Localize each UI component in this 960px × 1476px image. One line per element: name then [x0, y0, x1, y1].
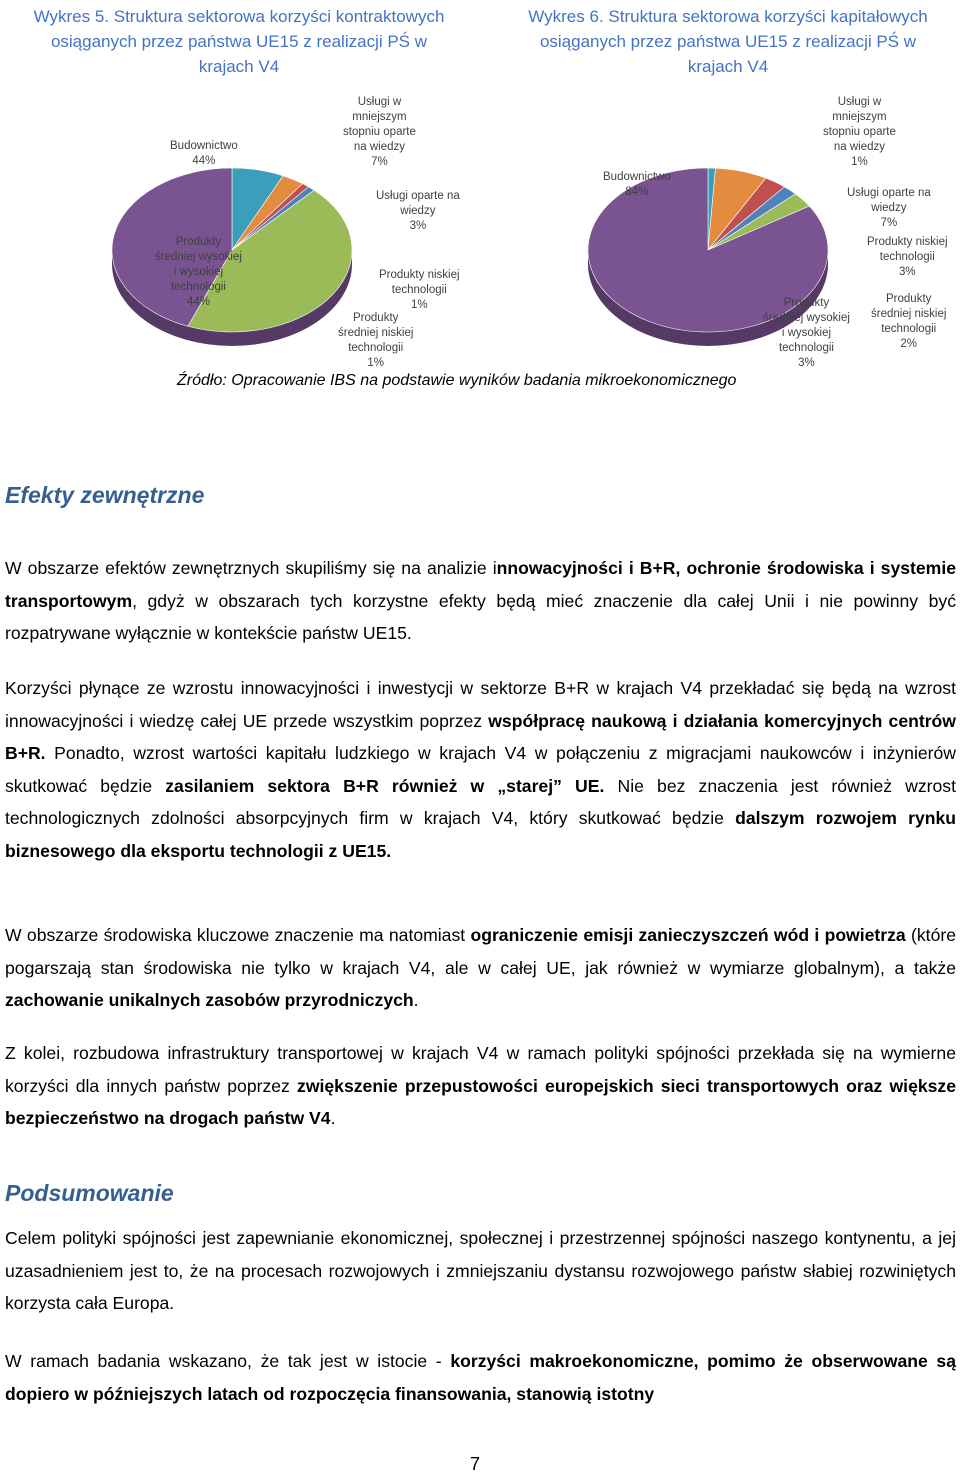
slice-label-text: Budownictwo — [603, 171, 671, 183]
page-number: 7 — [470, 1454, 481, 1474]
slice-label-text: Produkty — [886, 293, 932, 305]
bold-text-run: ograniczenie emisji zanieczyszczeń wód i powietrza — [470, 925, 906, 945]
slice-label-text: na wiedzy — [353, 141, 406, 153]
text-run: , gdyż w obszarach tych korzystne efekty będą mieć znaczenie dla całej Unii i nie powinny być rozpatrywane wyłącznie w kontekście państw UE15. — [5, 590, 956, 643]
chart-6-label-produkty-srednio-niskiej — [871, 292, 946, 352]
chart-5-label-budownictwo — [170, 139, 238, 169]
slice-label-text: i wysokiej — [173, 266, 224, 278]
slice-label-value: 7% — [880, 217, 898, 229]
text-run: Celem polityki spójności jest zapewnianie ekonomicznej, społecznej i przestrzennej spójności naszego kontynentu, a jej uzasadnieniem jest to, że na procesach rozwojowych i zmniejszaniu dystansu rozwojowego państw słabiej rozwiniętych korzysta cała Europa. — [5, 1228, 956, 1313]
chart-5-label-produkty-niskiej — [379, 268, 460, 313]
chart-5-label-produkty-srednio-niskiej — [338, 311, 413, 371]
text-run: Nie bez znaczenia jest również wzrost technologicznych zdolności absorpcyjnych firm w krajach V4, który skutkować będzie — [5, 775, 956, 828]
chart-6-label-uslugi-wiedza — [847, 186, 931, 231]
slice-label-text: stopniu oparte — [343, 126, 416, 138]
slice-label-text: stopniu oparte — [823, 126, 896, 138]
text-run: Korzyści płynące ze wzrostu innowacyjności i inwestycji w sektorze B+R w krajach V4 przekładać się będą na wzrost innowacyjności i wiedzę całej UE przede wszystkim poprzez — [5, 678, 956, 731]
bold-text-run: zwiększenie przepustowości europejskich sieci transportowych oraz większe bezpieczeństwo na drogach państw V4 — [5, 1075, 957, 1128]
slice-label-text: technologii — [879, 251, 935, 263]
slice-label-text: wiedzy — [400, 205, 436, 217]
slice-label-text: średniej wysokiej — [155, 251, 242, 263]
chart-6-label-produkty-wysokiej — [763, 296, 850, 371]
text-run: W obszarze środowiska kluczowe znaczenie ma natomiast — [5, 925, 471, 945]
slice-label-text: na wiedzy — [833, 141, 886, 153]
slice-label-text: Usługi oparte na — [847, 187, 931, 199]
chart-6-title-line: krajach V4 — [687, 57, 769, 76]
bold-text-run: dalszym rozwojem rynku biznesowego dla eksportu technologii z UE15. — [5, 808, 957, 861]
slice-label-text: wiedzy — [871, 202, 907, 214]
slice-label-text: technologii — [881, 323, 937, 335]
slice-label-text: Usługi w — [357, 96, 402, 108]
slice-label-text: Usługi w — [837, 96, 882, 108]
slice-label-value: 3% — [898, 266, 916, 278]
paragraph — [5, 672, 956, 867]
slice-label-text: średniej niskiej — [871, 308, 947, 320]
bold-text-run: zachowanie unikalnych zasobów przyrodniczych — [5, 990, 414, 1010]
slice-label-value: 44% — [186, 296, 210, 308]
slice-label-value: 3% — [409, 220, 427, 232]
slice-label-value: 2% — [900, 338, 918, 350]
slice-label-text: Produkty — [353, 312, 399, 324]
chart-5-title-line: Wykres 5. Struktura sektorowa korzyści kontraktowych — [33, 7, 445, 26]
text-run: W obszarze efektów zewnętrznych skupiliśmy się na analizie i — [5, 558, 497, 578]
chart-6-label-uslugi-mniej — [823, 95, 896, 170]
chart-5-title-line: krajach V4 — [198, 57, 280, 76]
paragraph — [5, 1345, 956, 1410]
source-note: Źródło: Opracowanie IBS na podstawie wyników badania mikroekonomicznego — [177, 372, 737, 389]
chart-5-label-produkty-wysokiej — [155, 235, 242, 310]
paragraph — [5, 1222, 956, 1320]
slice-label-text: technologii — [391, 284, 447, 296]
slice-label-text: Produkty — [175, 236, 222, 248]
text-run: Z kolei, rozbudowa infrastruktury transportowej w krajach V4 w ramach polityki spójności przekłada się na wymierne korzyści dla innych państw poprzez — [5, 1043, 956, 1096]
slice-label-text: technologii — [170, 281, 226, 293]
slice-label-value: 44% — [192, 155, 216, 167]
chart-5-title-line: osiąganych przez państwa UE15 z realizacji PŚ w — [50, 32, 428, 51]
slice-label-value: 1% — [410, 299, 428, 311]
section-heading-podsumowanie: Podsumowanie — [5, 1180, 174, 1206]
slice-label-text: Produkty niskiej — [867, 236, 948, 248]
text-run: W ramach badania wskazano, że tak jest w istocie - — [5, 1351, 451, 1371]
chart-6-label-budownictwo — [603, 170, 671, 200]
chart-6-title-line: Wykres 6. Struktura sektorowa korzyści kapitałowych — [528, 7, 928, 26]
slice-label-text: średniej wysokiej — [763, 312, 850, 324]
bold-text-run: korzyści makroekonomiczne, pomimo że obserwowane są dopiero w późniejszych latach od rozpoczęcia finansowania, stanowią istotny — [5, 1351, 957, 1404]
paragraph — [5, 1037, 956, 1135]
chart-6-title-line: osiąganych przez państwa UE15 z realizacji PŚ w — [539, 32, 917, 51]
slice-label-text: mniejszym — [352, 111, 407, 123]
text-run: (które pogarszają stan środowiska nie tylko w krajach V4, ale w całej UE, jak również w wymiarze globalnym), a także — [5, 925, 956, 978]
slice-label-value: 3% — [798, 357, 815, 369]
bold-text-run: nnowacyjności i B+R, ochronie środowiska i systemie transportowym — [5, 558, 956, 611]
paragraph — [5, 552, 956, 650]
chart-6-label-produkty-niskiej — [867, 235, 948, 280]
text-run: . — [330, 1108, 336, 1128]
slice-label-text: Produkty niskiej — [379, 269, 460, 281]
chart-5-label-uslugi-wiedza — [376, 189, 460, 234]
section-heading-efekty: Efekty zewnętrzne — [5, 482, 205, 508]
chart-5-label-uslugi-mniej — [343, 95, 416, 170]
slice-label-text: średniej niskiej — [338, 327, 414, 339]
paragraph — [5, 919, 956, 1017]
slice-label-text: Produkty — [783, 297, 830, 309]
text-run: . — [413, 990, 419, 1010]
slice-label-text: Budownictwo — [170, 140, 238, 152]
slice-label-value: 1% — [851, 156, 868, 168]
text-run: Ponadto, wzrost wartości kapitału ludzkiego w krajach V4 w połączeniu z migracjami naukowców i inżynierów skutkować będzie — [5, 743, 956, 796]
slice-label-value: 1% — [367, 357, 385, 369]
slice-label-text: mniejszym — [832, 111, 887, 123]
slice-label-text: technologii — [348, 342, 404, 354]
slice-label-text: Usługi oparte na — [376, 190, 460, 202]
bold-text-run: współpracę naukową i działania komercyjnych centrów B+R. — [5, 710, 956, 763]
bold-text-run: zasilaniem sektora B+R również w „starej” UE. — [165, 775, 605, 796]
slice-label-text: i wysokiej — [781, 327, 832, 339]
slice-label-value: 7% — [371, 156, 388, 168]
slice-label-value: 84% — [625, 186, 649, 198]
slice-label-text: technologii — [778, 342, 834, 354]
